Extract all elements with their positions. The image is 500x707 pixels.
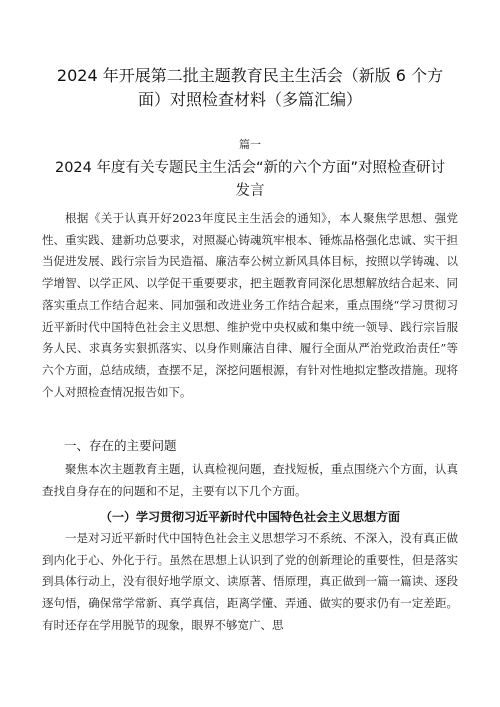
body-paragraph: 聚焦本次主题教育主题，认真检视问题，查找短板，重点围绕六个方面，认真查找自身存在的问题和不足，主要有以下几个方面。: [42, 462, 458, 498]
document-title: 2024 年开展第二批主题教育民主生活会（新版 6 个方面）对照检查材料（多篇汇编）: [56, 66, 444, 109]
section-heading-problems: 一、存在的主要问题: [64, 438, 177, 453]
body-paragraph-continued: 一是对习近平新时代中国特色社会主义思想学习不系统、不深入，没有真正做到内化于心、外化于行。虽然在思想上认识到了党的创新理论的重要性，但是落实到具体行动上，没有很好地学原文、读原著、悟原理，真正做到一篇一篇读、逐段逐句悟，确保常学常新、真学真信，距离学懂、弄通、做实的要求仍有一定差距。有时还存在学用脱节的现象，眼界不够宽广、思: [42, 531, 458, 632]
speech-title: 2024 年度有关专题民主生活会“新的六个方面”对照检查研讨发言: [54, 160, 446, 199]
intro-paragraph: 根据《关于认真开好2023年度民主生活会的通知》，本人聚焦学思想、强党性、重实践、建新功总要求，对照凝心铸魂筑牢根本、锤炼品格强化忠诚、实干担当促进发展、践行宗旨为民造福、廉洁奉公树立新风具体目标，按照以学铸魂、以学增智、以学正风、以学促干重要要求，把主题教育同深化思想解放结合起来、同落实重点工作结合起来、同加强和改进业务工作结合起来，重点围绕“学习贯彻习近平新时代中国特色社会主义思想、维护党中央权威和集中统一领导、践行宗旨服务人民、求真务实狠抓落实、以身作则廉洁自律、履行全面从严治党政治责任”等六个方面，总结成绩，查摆不足，深挖问题根源，有针对性地拟定整改措施。现将个人对照检查情况报告如下。: [42, 211, 458, 399]
subsection-heading: （一）学习贯彻习近平新时代中国特色社会主义思想方面: [99, 510, 400, 524]
section-label: 篇一: [239, 138, 261, 151]
